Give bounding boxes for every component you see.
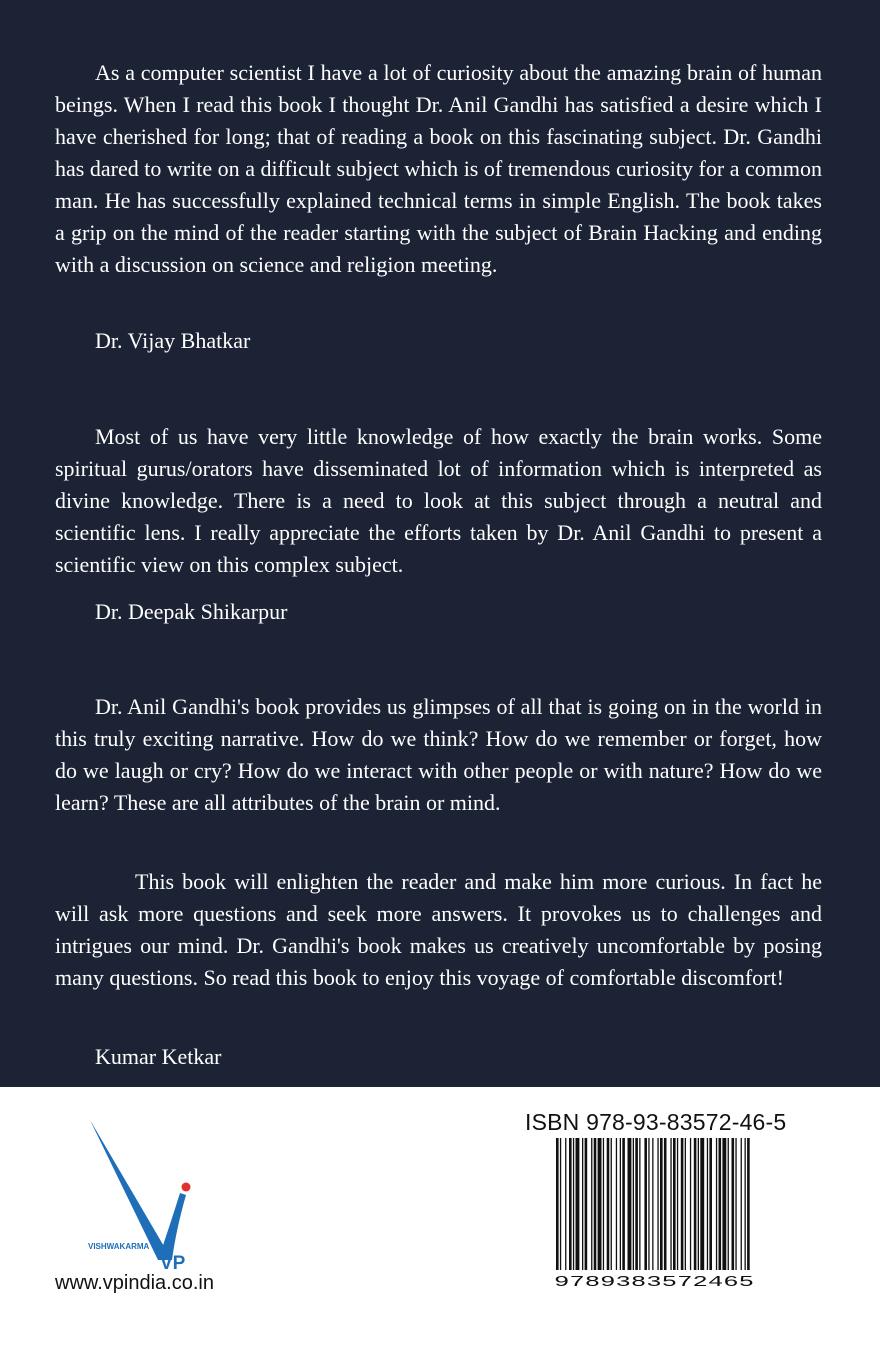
barcode-bar [633, 1138, 634, 1270]
isbn-barcode [552, 1138, 762, 1288]
barcode-bar [622, 1138, 625, 1270]
logo-wordmark: VISHWAKARMA [88, 1242, 150, 1251]
barcode-bar [735, 1138, 736, 1270]
barcode-bar [607, 1138, 610, 1270]
barcode-bar [741, 1138, 742, 1270]
barcode-bar [732, 1138, 735, 1270]
barcode-bar [628, 1138, 632, 1270]
barcode-bar [639, 1138, 640, 1270]
barcode-digits: 9789383572465 [554, 1274, 754, 1288]
logo-v-left-stroke [90, 1120, 172, 1260]
barcode-bar [598, 1138, 602, 1270]
barcode-bar [620, 1138, 621, 1270]
barcode-bar [573, 1138, 574, 1270]
barcode-bar [648, 1138, 649, 1270]
barcode-bar [594, 1138, 597, 1270]
barcode-bar [722, 1138, 726, 1270]
barcode-bar [652, 1138, 653, 1270]
barcode-bar [560, 1138, 561, 1270]
barcode-bar [569, 1138, 572, 1270]
barcode-bar [747, 1138, 750, 1270]
barcode-bar [719, 1138, 722, 1270]
barcode-bar [673, 1138, 676, 1270]
logo-dot-icon [182, 1183, 191, 1192]
barcode-bar [565, 1138, 566, 1270]
logo-v-right-stroke [158, 1193, 186, 1260]
barcode-bar [690, 1138, 691, 1270]
review-3-text-continued: This book will enlighten the reader and make him more curious. In fact he will ask more questions and seek more answers. It provokes us to challenges and intrigues our mind. Dr. Gandhi's book makes us creatively uncomfortable by posing many questions. So read this book to enjoy this voyage of comfortable discomfort! [55, 869, 822, 990]
barcode-bar [591, 1138, 592, 1270]
barcode-bar [728, 1138, 729, 1270]
barcode-bar [700, 1138, 704, 1270]
barcode-bar [745, 1138, 746, 1270]
isbn-label: ISBN 978-93-83572-46-5 [525, 1109, 787, 1135]
barcode-bar [644, 1138, 647, 1270]
barcode-bar [698, 1138, 699, 1270]
barcode-bar [616, 1138, 617, 1270]
review-1-author: Dr. Vijay Bhatkar [95, 328, 251, 353]
publisher-website[interactable]: www.vpindia.co.in [55, 1272, 214, 1294]
barcode-bar [585, 1138, 588, 1270]
barcode-bar [677, 1138, 678, 1270]
barcode-bar [670, 1138, 671, 1270]
review-3-text: Dr. Anil Gandhi's book provides us glimpses of all that is going on in the world in this truly exciting narrative. How do we think? How do we remember or forget, how do we laugh or cry? How do we interact with other people or with nature? How do we learn? These are all attributes of the brain or mind. [55, 694, 822, 815]
review-1-text: As a computer scientist I have a lot of curiosity about the amazing brain of human beings. When I read this book I thought Dr. Anil Gandhi has satisfied a desire which I have cherished for long; that of reading a book on this fascinating subject. Dr. Gandhi has dared to write on a difficult subject which is of tremendous curiosity for a common man. He has successfully explained technical terms in simple English. The book takes a grip on the mind of the reader starting with the subject of Brain Hacking and ending with a discussion on science and religion meeting. [55, 60, 822, 277]
logo-initials: VP [160, 1253, 186, 1274]
review-3-author: Kumar Ketkar [95, 1044, 222, 1069]
barcode-bar [660, 1138, 663, 1270]
barcode-bar [611, 1138, 612, 1270]
review-2-author: Dr. Deepak Shikarpur [95, 599, 288, 624]
review-2-text: Most of us have very little knowledge of how exactly the brain works. Some spiritual gurus/orators have disseminated lot of information which is interpreted as divine knowledge. There is a need to look at this subject through a neutral and scientific lens. I really appreciate the efforts taken by Dr. Anil Gandhi to present a scientific view on this complex subject. [55, 424, 822, 577]
barcode-bar [707, 1138, 708, 1270]
barcode-bar [603, 1138, 604, 1270]
publisher-logo [80, 1115, 210, 1275]
barcode-bar [657, 1138, 658, 1270]
barcode-bar [694, 1138, 697, 1270]
barcode-bar [582, 1138, 583, 1270]
barcode-bar [709, 1138, 712, 1270]
barcode-bars [556, 1138, 750, 1270]
barcode-bar [556, 1138, 559, 1270]
barcode-bar [576, 1138, 580, 1270]
barcode-bar [716, 1138, 717, 1270]
barcode-bar [664, 1138, 667, 1270]
barcode-bar [685, 1138, 686, 1270]
barcode-bar [681, 1138, 684, 1270]
barcode-bar [635, 1138, 638, 1270]
